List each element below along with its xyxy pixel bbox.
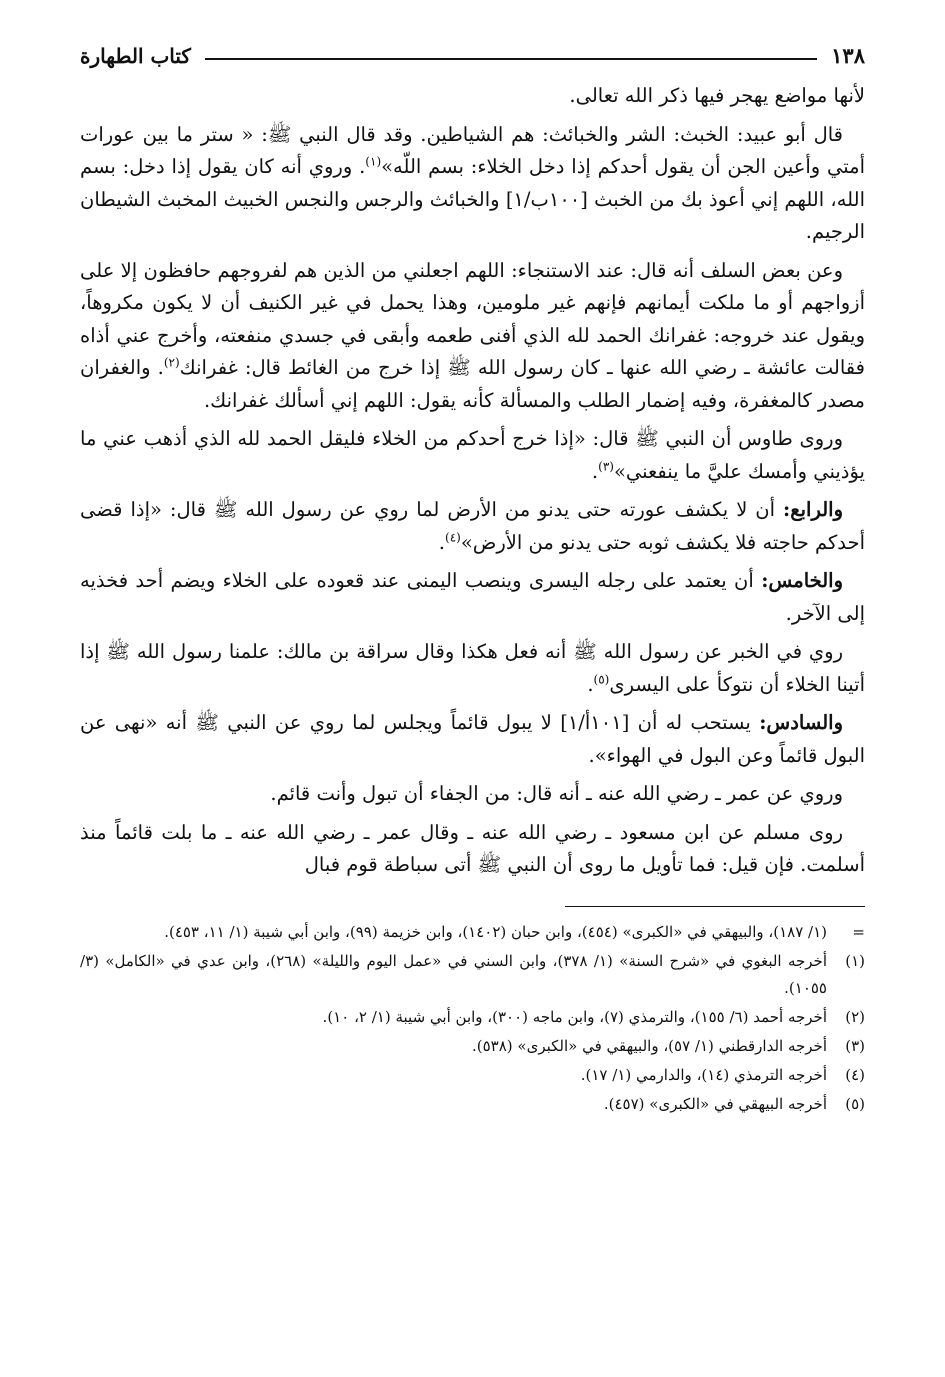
footnotes bbox=[80, 919, 865, 1118]
paragraph: روي في الخبر عن رسول الله ﷺ أنه فعل هكذا وقال سراقة بن مالك: علمنا رسول الله ﷺ إذا أتينا الخلاء أن نتوكأ على اليسرى$^{(٥)}$. bbox=[80, 640, 865, 696]
footnote bbox=[80, 1062, 865, 1089]
paragraph: لأنها مواضع يهجر فيها ذكر الله تعالى. bbox=[569, 84, 865, 107]
paragraph: روى مسلم عن ابن مسعود ـ رضي الله عنه ـ وقال عمر ـ رضي الله عنه ـ ما بلت قائماً منذ أسلمت. فإن قيل: فما تأويل ما روى أن النبي ﷺ أتى سباطة قوم فبال bbox=[80, 820, 865, 876]
footnote-ref[interactable]: (٥) bbox=[593, 672, 610, 686]
footnote-text: أخرجه الترمذي (١٤)، والدارمي (١/ ١٧). bbox=[580, 1065, 827, 1084]
footnote-mark: (٤) bbox=[845, 1065, 865, 1084]
footnote-mark: = bbox=[852, 922, 865, 941]
paragraph: وعن بعض السلف أنه قال: عند الاستنجاء: اللهم اجعلني من الذين هم لفروجهم حافظون إلا على أزواجهم أو ما ملكت أيمانهم فإنهم غير ملومين، وهذا يحمل في غير الكنيف أن لا يكون مكروهاً، ويقول عند خروجه: غفرانك الحمد لله الذي أفنى طعمه وأبقى في جسدي منفعته، وأخرج عني أذاه فقالت عائشة ـ رضي الله عنها ـ كان رسول الله ﷺ إذا خرج من الغائط قال: غفرانك$^{(٢)}$. والغفران مصدر كالمغفرة، وفيه إضمار الطلب والمسألة كأنه يقول: اللهم إني أسألك غفرانك. bbox=[80, 258, 865, 412]
footnote-text: أخرجه أحمد (٦/ ١٥٥)، والترمذي (٧)، وابن ماجه (٣٠٠)، وابن أبي شيبة (١/ ٢، ١٠). bbox=[322, 1007, 827, 1026]
footnote bbox=[80, 1033, 865, 1060]
footnote-ref[interactable]: (٢) bbox=[163, 355, 180, 370]
paragraph: وروي عن عمر ـ رضي الله عنه ـ أنه قال: من الجفاء أن تبول وأنت قائم. bbox=[270, 782, 843, 805]
book-page bbox=[80, 40, 865, 1120]
section-lead: والرابع: bbox=[783, 498, 843, 521]
footnote bbox=[80, 1004, 865, 1031]
header-rule bbox=[205, 58, 817, 60]
footnote bbox=[80, 1091, 865, 1118]
footnote-mark: (٢) bbox=[845, 1007, 865, 1026]
book-title: كتاب الطهارة bbox=[80, 44, 191, 68]
footnote-text: أخرجه الدارقطني (١/ ٥٧)، والبيهقي في «الكبرى» (٥٣٨). bbox=[471, 1036, 827, 1055]
section-lead: والخامس: bbox=[761, 569, 843, 592]
footnote-ref[interactable]: (٤) bbox=[445, 530, 461, 544]
footnote-mark: (١) bbox=[845, 951, 865, 970]
footnote bbox=[80, 948, 865, 1002]
main-text bbox=[80, 80, 865, 882]
footnote-mark: (٥) bbox=[845, 1094, 865, 1113]
footnote-text: أخرجه البيهقي في «الكبرى» (٤٥٧). bbox=[603, 1094, 827, 1113]
paragraph: وروى طاوس أن النبي ﷺ قال: «إذا خرج أحدكم من الخلاء فليقل الحمد لله الذي أذهب عني ما يؤذيني وأمسك عليَّ ما ينفعني»$^{(٣)}$. bbox=[80, 427, 865, 483]
footnote-text: (١/ ١٨٧)، والبيهقي في «الكبرى» (٤٥٤)، وابن حبان (١٤٠٢)، وابن خزيمة (٩٩)، وابن أبي شيبة (١/ ١١، ٤٥٣). bbox=[164, 922, 827, 941]
paragraph: والرابع: أن لا يكشف عورته حتى يدنو من الأرض لما روي عن رسول الله ﷺ قال: «إذا قضى أحدكم حاجته فلا يكشف ثوبه حتى يدنو من الأرض»$^{(٤)}$. bbox=[80, 498, 865, 554]
paragraph: والخامس: أن يعتمد على رجله اليسرى وينصب اليمنى عند قعوده على الخلاء ويضم أحد فخذيه إلى الآخر. bbox=[80, 569, 865, 625]
footnote-ref[interactable]: (١) bbox=[365, 154, 382, 169]
footnote-text: أخرجه البغوي في «شرح السنة» (١/ ٣٧٨)، وابن السني في «عمل اليوم والليلة» (٢٦٨)، وابن عدي في «الكامل» (٣/ ١٠٥٥). bbox=[80, 951, 827, 997]
footnote bbox=[80, 919, 865, 946]
page-header bbox=[80, 40, 865, 68]
page-number: ١٣٨ bbox=[831, 43, 865, 68]
footnote-ref[interactable]: (٣) bbox=[598, 459, 614, 473]
paragraph: والسادس: يستحب له أن [١٠١أ/١] لا يبول قائماً ويجلس لما روي عن النبي ﷺ أنه «نهى عن البول قائماً وعن البول في الهواء». bbox=[80, 711, 865, 767]
footnote-mark: (٣) bbox=[845, 1036, 865, 1055]
footnote-divider bbox=[565, 906, 865, 907]
paragraph: قال أبو عبيد: الخبث: الشر والخبائث: هم الشياطين. وقد قال النبي ﷺ: « ستر ما بين عورات أمتي وأعين الجن أن يقول أحدكم إذا دخل الخلاء: بسم اللّه»$^{(١)}$. وروي أنه كان يقول إذا دخل: بسم الله، اللهم إني أعوذ بك من الخبث [١٠٠ب/١] والخبائث والرجس والنجس الخبيث المخبث الشيطان الرجيم. bbox=[80, 122, 865, 243]
section-lead: والسادس: bbox=[759, 711, 843, 734]
